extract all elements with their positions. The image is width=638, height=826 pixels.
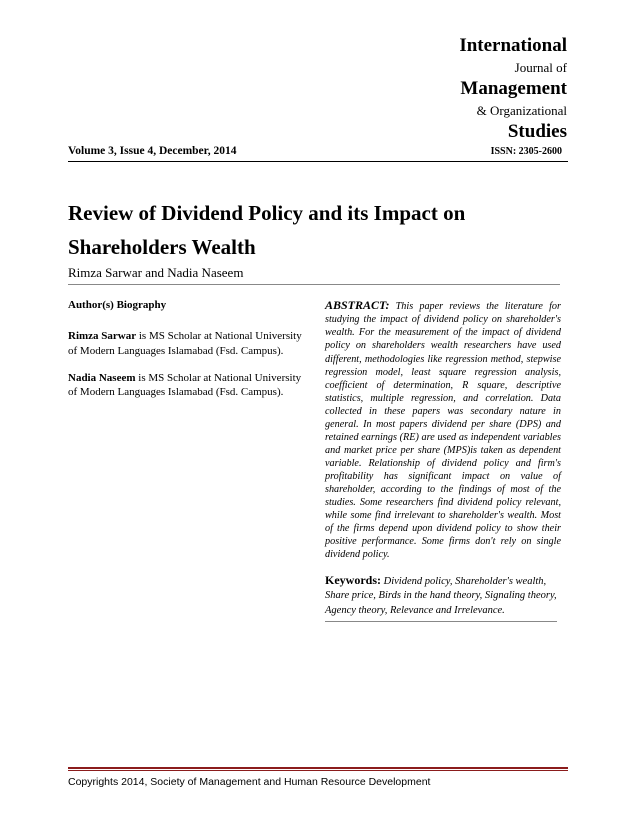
footer-rule (68, 767, 568, 769)
abstract-column (325, 298, 561, 622)
journal-name-line-3: Management (460, 78, 567, 99)
author-biography (68, 298, 312, 412)
keywords (325, 572, 561, 618)
issn: ISSN: 2305-2600 (490, 146, 562, 157)
keywords-divider (325, 621, 557, 622)
bio-author-1 (68, 329, 312, 359)
paper-title: Review of Dividend Policy and its Impact on Shareholders Wealth (68, 201, 466, 259)
journal-masthead (347, 36, 567, 146)
abstract-text: This paper reviews the literature for studying the impact of dividend policy on shareholder's wealth. For the measurement of the impact of dividend policy on shareholders wealth researchers have used different, methodologies like regression method, stepwise regression model, least square regression analysis, coefficient of determination, R square, descriptive statistics, multiple regression, and correlation. Data collected in these papers was secondary nature in general. In most papers dividend per share (DPS) and retained earnings (RE) are used as independent variables and market price per share (MPS)is taken as dependent variable. Relationship of dividend policy and firm's profitability has significant impact on value of shareholder, according to the findings of most of the studies. Some researchers find dividend policy relevant, while some find irrelevant to shareholder's wealth. Most of the firms depend upon dividend policy to show their positive performance. Some firms don't rely on single dividend policy. (325, 301, 561, 561)
abstract-label: ABSTRACT: (325, 298, 390, 312)
journal-name-line-5: Studies (507, 121, 567, 142)
footer-rule-thin (68, 770, 568, 771)
bio-author-1-name: Rimza Sarwar (68, 329, 137, 342)
keywords-label: Keywords: (325, 573, 381, 588)
bio-author-2-name: Nadia Naseem (68, 371, 136, 384)
abstract (325, 298, 561, 561)
journal-name-line-2: Journal of (514, 60, 567, 75)
volume-row (68, 145, 568, 162)
divider (68, 284, 560, 285)
journal-name-line-4: & Organizational (476, 103, 567, 118)
bio-heading: Author(s) Biography (68, 299, 167, 311)
keywords-text: Dividend policy, Shareholder's wealth, Share price, Birds in the hand theory, Signaling theory, Agency theory, Relevance and Irrelevance. (325, 576, 557, 616)
paper-authors: Rimza Sarwar and Nadia Naseem (68, 265, 244, 280)
footer-copyright: Copyrights 2014, Society of Management and Human Resource Development (68, 776, 431, 788)
bio-author-2-text: is MS Scholar at National University of Modern Languages Islamabad (Fsd. Campus). (68, 371, 302, 399)
volume-issue: Volume 3, Issue 4, December, 2014 (68, 145, 237, 157)
bio-author-2 (68, 371, 312, 401)
bio-author-1-text: is MS Scholar at National University of Modern Languages Islamabad (Fsd. Campus). (68, 329, 302, 357)
journal-name-line-1: International (459, 35, 567, 56)
